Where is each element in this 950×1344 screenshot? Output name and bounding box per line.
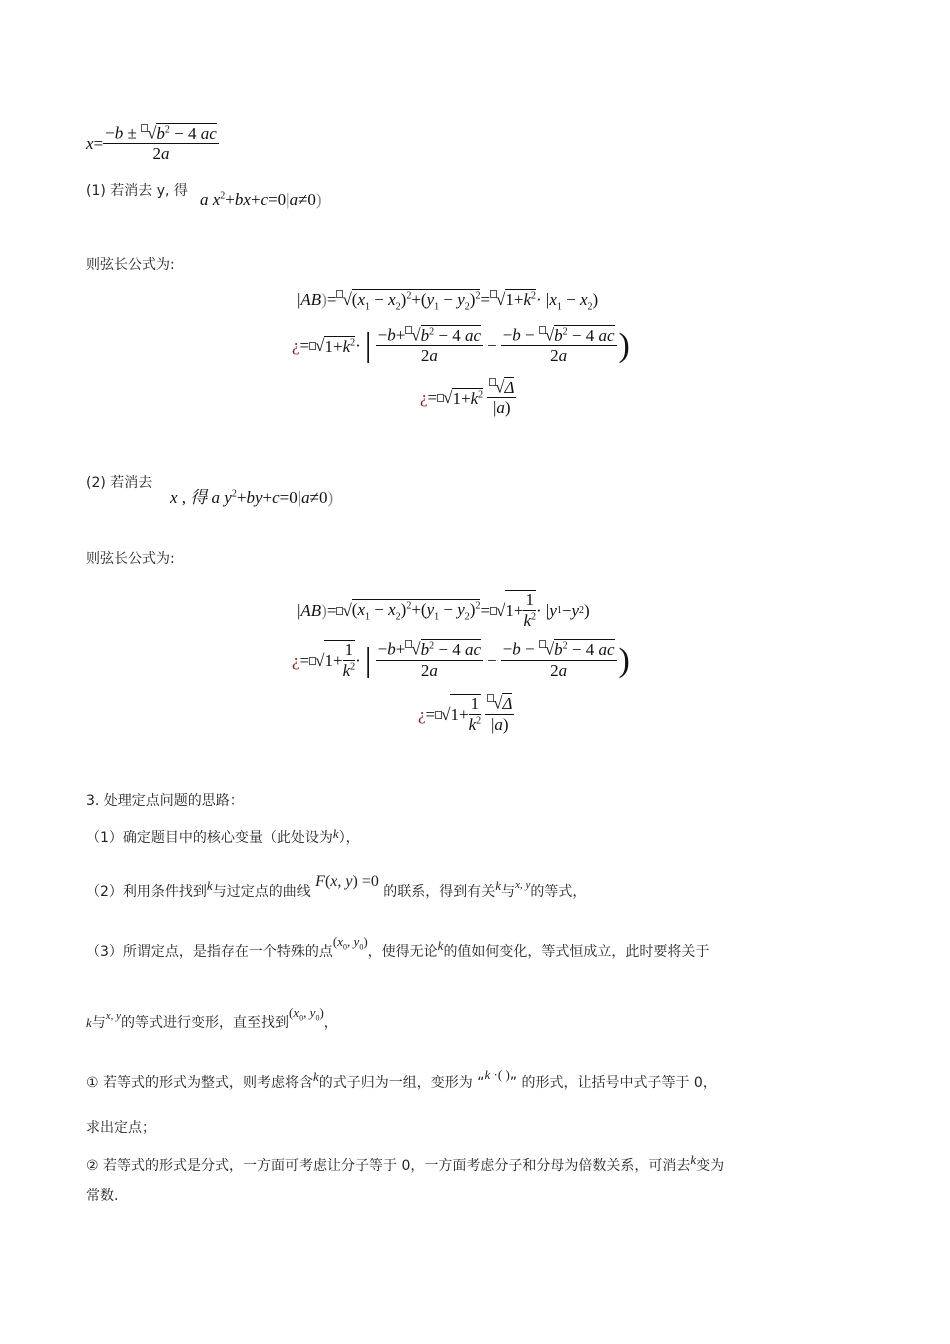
note2-line1: ② 若等式的形式是分式，一方面可考虑让分子等于 0，一方面考虑分子和分母为倍数关系，可消去k变为 [86,1152,725,1174]
step2: （2）利用条件找到k与过定点的曲线 F(x, y) =0 的联系，得到有关k与$^{x, y}$的等式， [86,873,587,900]
note2-line2: 常数. [86,1188,119,1204]
case2-chord-line2: ¿ = √ 1+ $\frac{1}{k^2}$ · | $\frac{-b+ √b^2 - 4 ac}{2a}$ − $\frac{-b - √b^2 - 4 ac}{2a}$ ) [292,639,630,680]
case2-chord-line1: | AB ) = √ $(x_1 - x_2)^2+(y_1 - y_2)^2$ = √ 1+ $\frac{1}{k^2}$ · | y 1 − y 2 ) [297,590,590,630]
formula-lhs: x [86,134,94,154]
quadratic-formula: x = $\frac{-b \pm √b^2 - 4 ac}{2a}$ [86,123,217,164]
case1-equation: a $x^2+bx+c=0|a\ne 0$) [200,190,322,209]
case1-chord-line1: $|AB)= √(x_1 - x_2)^2+(y_1 - y_2)^2= √1+k^2\cdot |x_1 - x_2$) [297,290,599,313]
curve-equation: F(x, y) =0 [315,873,379,890]
note1-line1: ① 若等式的形式为整式，则考虑将含k的式子归为一组，变形为 “k ·( )” 的形式，让括号中式子等于 0， [86,1067,717,1091]
section3-title: 3. 处理定点问题的思路： [86,793,244,809]
step1: （1）确定题目中的核心变量（此处设为k）， [86,826,360,846]
case1-chord-intro: 则弦长公式为: [86,257,175,273]
case1-label: (1) 若消去 y, 得 [86,183,188,199]
case2-equation: x , 得 a $y^2+by+c=0|a\ne 0$) [170,488,334,507]
quadratic-fraction: $\frac{-b \pm √b^2 - 4 ac}{2a}$ [105,123,217,164]
case1-chord-line2: ¿ = √ $1+k^2$ · | $\frac{-b+ √b^2 - 4 ac}{2a}$ − $\frac{-b - √b^2 - 4 ac}{2a}$ ) [292,325,630,366]
case2-label: (2) 若消去 [86,475,153,491]
note1-line2: 求出定点； [86,1120,156,1136]
case2-chord-intro: 则弦长公式为: [86,551,175,567]
step3-line2: k与$^{x, y}$的等式进行变形，直至找到($x_0$, $y_0$)， [86,1005,338,1031]
k-bracket-form: k ·( ) [484,1067,510,1082]
fixed-point: ($x_0$, $y_0$) [332,934,368,952]
step3-line1: （3）所谓定点，是指存在一个特殊的点($x_0$, $y_0$)，使得无论k的值如何变化，等式恒成立，此时要将关于 [86,934,710,960]
fixed-point: ($x_0$, $y_0$) [289,1005,324,1023]
case1-chord-line3: ¿ = √ $1+k^2$ $\frac{√\Delta}{|a)}$ [420,377,515,418]
case2-chord-line3: ¿ = √ 1+ $\frac{1}{k^2}$ $\frac{√\Delta}{|a)}$ [418,693,513,734]
